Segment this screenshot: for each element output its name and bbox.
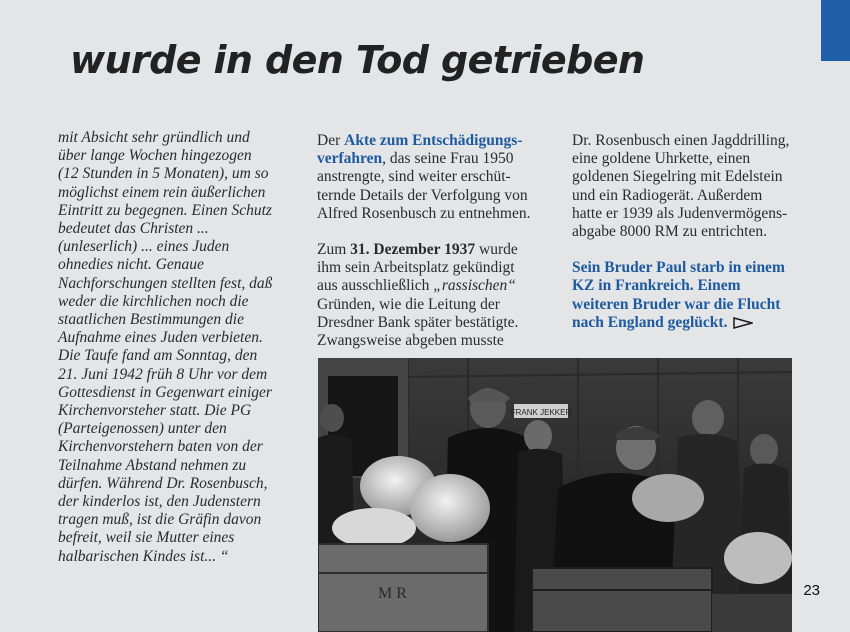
text-line: und ein Radiogerät. Außerdem (572, 186, 763, 204)
text-line: hatte er 1939 als Judenvermögens- (572, 204, 788, 222)
text-line: (12 Stunden in 5 Monaten), um so (58, 165, 269, 183)
text-line: weiteren Bruder war die Flucht (572, 295, 781, 313)
text-line: Dresdner Bank später bestätigte. (317, 313, 519, 331)
text-line: abgabe 8000 RM zu entrichten. (572, 223, 767, 241)
text-line: halbarischen Kindes ist... “ (58, 547, 229, 565)
text-line: staatlichen Bestimmungen die (58, 311, 244, 329)
highlight-akte: Akte zum Entschädigungs- (344, 132, 523, 149)
italic-rassischen: „rassischen“ (433, 277, 516, 295)
text-run: wurde (475, 241, 518, 259)
wagon-sign-text: FRANK JEKKER (510, 408, 572, 417)
bold-date: 31. Dezember 1937 (350, 241, 476, 259)
paragraph-lines (317, 296, 518, 349)
text-line: Die Taufe fand am Sonntag, den (58, 347, 258, 365)
text-line: Nachforschungen stellten fest, daß (58, 274, 273, 292)
text-line: über lange Wochen hingezogen (58, 147, 252, 165)
paragraph-lines (572, 259, 785, 312)
column-middle (317, 132, 547, 350)
text-run: Der (317, 132, 345, 149)
text-line: befreit, weil sie Mutter eines (58, 529, 235, 547)
text-line: KZ in Frankreich. Einem (572, 277, 741, 295)
text-line: tragen muß, ist die Gräfin davon (58, 511, 262, 529)
text-run: nach England geglückt. (572, 313, 728, 331)
historical-photo-deportation (318, 358, 792, 632)
photo-illustration (318, 358, 792, 632)
text-line: Gründen, wie die Leitung der (317, 295, 500, 313)
paragraph-bruder (572, 259, 802, 332)
text-line: der kinderlos ist, den Judenstern (58, 493, 261, 511)
text-line: Aufnahme eines Juden verbieten. (58, 329, 263, 347)
text-line: Eintritt zu begegnen. Einen Schutz (58, 201, 272, 219)
text-line: eine goldene Uhrkette, einen (572, 150, 751, 168)
text-run: ihm sein Arbeitsplatz gekündigt (317, 259, 515, 277)
text-line: 21. Juni 1942 früh 8 Uhr vor dem (58, 365, 268, 383)
text-line: goldenen Siegelring mit Edelstein (572, 168, 783, 186)
text-run: aus ausschließlich (317, 277, 434, 295)
text-line: mit Absicht sehr gründlich und (58, 129, 250, 146)
text-line: Dr. Rosenbusch einen Jagddrilling, (572, 132, 790, 149)
text-line: (unleserlich) ... eines Juden (58, 238, 230, 256)
text-line: Teilnahme Abstand nehmen zu (58, 456, 247, 474)
corner-tab (821, 0, 850, 61)
column-left-quote (58, 129, 298, 566)
text-line: Kirchenvorstehern baten von der (58, 438, 263, 456)
text-line: anstrengte, sind weiter erschüt- (317, 168, 511, 186)
text-line: bedeutet das Christen ... (58, 220, 209, 238)
text-run: , das seine Frau 1950 (382, 150, 514, 168)
paragraph-lines (317, 168, 531, 221)
continue-arrow-icon (733, 317, 753, 329)
text-line: Sein Bruder Paul starb in einem (572, 259, 785, 277)
text-line: ohnedies nicht. Genaue (58, 256, 204, 274)
text-line: möglichst einem rein äußerlichen (58, 183, 266, 201)
text-line: (Parteigenossen) unter den (58, 420, 227, 438)
text-line: Kirchenvorsteher statt. Die PG (58, 402, 252, 420)
trunk-letters: M R (378, 585, 407, 602)
text-line: Alfred Rosenbusch zu entnehmen. (317, 204, 531, 222)
text-line: dürfen. Während Dr. Rosenbusch, (58, 474, 268, 492)
text-line: Gottesdienst in Gegenwart einiger (58, 383, 272, 401)
highlight-verfahren: verfahren (317, 150, 383, 168)
paragraph-jagddrilling (572, 132, 802, 241)
paragraph-akte (317, 132, 547, 223)
column-right (572, 132, 802, 332)
page-number: 23 (803, 582, 820, 599)
paragraph-kuendigung (317, 241, 547, 350)
text-line: weder die kirchlichen noch die (58, 292, 249, 310)
text-line: Zwangsweise abgeben musste (317, 332, 504, 350)
text-run: Zum (317, 241, 351, 259)
page-headline: wurde in den Tod getrieben (70, 38, 645, 82)
text-line: ternde Details der Verfolgung von (317, 186, 528, 204)
